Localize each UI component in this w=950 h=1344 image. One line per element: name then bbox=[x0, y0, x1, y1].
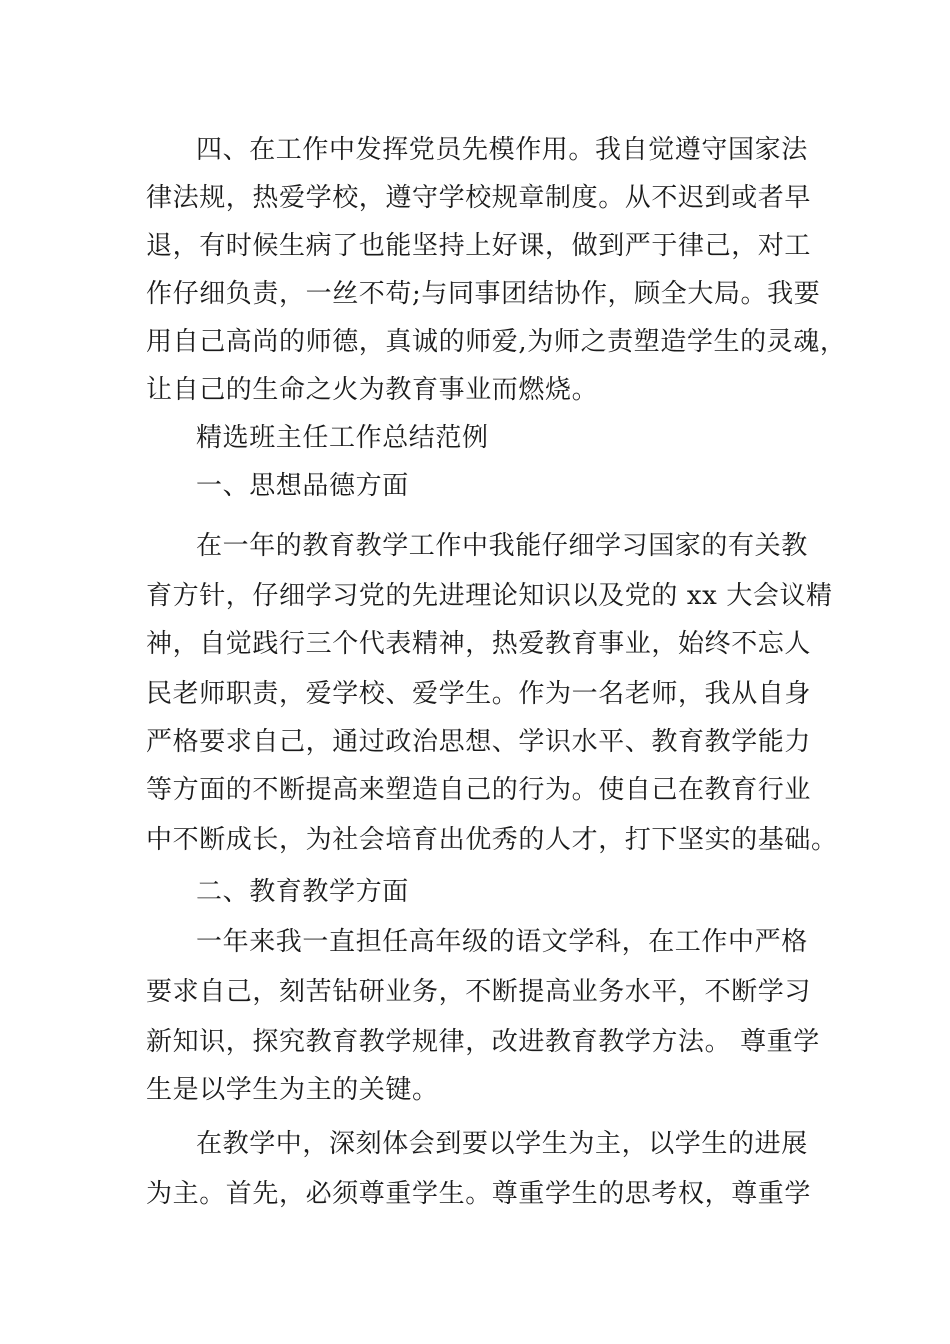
paragraph-line: 在教学中，深刻体会到要以学生为主，以学生的进展 bbox=[196, 1129, 808, 1159]
paragraph-line: 生是以学生为主的关键。 bbox=[146, 1075, 439, 1105]
section-heading: 一、思想品德方面 bbox=[196, 471, 409, 501]
paragraph-line: 退，有时候生病了也能坚持上好课，做到严于律己，对工 bbox=[146, 231, 812, 261]
paragraph-line: 让自己的生命之火为教育事业而燃烧。 bbox=[146, 375, 599, 405]
paragraph-line: 四、在工作中发挥党员先模作用。我自觉遵守国家法 bbox=[196, 135, 808, 165]
paragraph-line: 神，自觉践行三个代表精神，热爱教育事业，始终不忘人 bbox=[146, 629, 812, 659]
paragraph-line: 育方针，仔细学习党的先进理论知识以及党的 xx 大会议精 bbox=[146, 581, 833, 611]
paragraph-line: 作仔细负责，一丝不苟;与同事团结协作，顾全大局。我要 bbox=[146, 279, 821, 309]
section-title: 精选班主任工作总结范例 bbox=[196, 423, 489, 453]
paragraph-line: 要求自己，刻苦钻研业务，不断提高业务水平，不断学习 bbox=[146, 977, 812, 1007]
paragraph-line: 律法规，热爱学校，遵守学校规章制度。从不迟到或者早 bbox=[146, 183, 812, 213]
paragraph-line: 严格要求自己，通过政治思想、学识水平、教育教学能力 bbox=[146, 727, 812, 757]
section-heading: 二、教育教学方面 bbox=[196, 877, 409, 907]
paragraph-line: 用自己高尚的师德，真诚的师爱,为师之责塑造学生的灵魂， bbox=[146, 327, 847, 357]
paragraph-line: 为主。首先，必须尊重学生。尊重学生的思考权，尊重学 bbox=[146, 1179, 812, 1209]
paragraph-line: 在一年的教育教学工作中我能仔细学习国家的有关教 bbox=[196, 531, 808, 561]
paragraph-line: 等方面的不断提高来塑造自己的行为。使自己在教育行业 bbox=[146, 775, 812, 805]
paragraph-line: 民老师职责，爱学校、爱学生。作为一名老师，我从自身 bbox=[146, 679, 812, 709]
paragraph-line: 中不断成长，为社会培育出优秀的人才，打下坚实的基础。 bbox=[146, 825, 838, 855]
paragraph-line: 新知识，探究教育教学规律，改进教育教学方法。 尊重学 bbox=[146, 1027, 820, 1057]
paragraph-line: 一年来我一直担任高年级的语文学科，在工作中严格 bbox=[196, 927, 808, 957]
